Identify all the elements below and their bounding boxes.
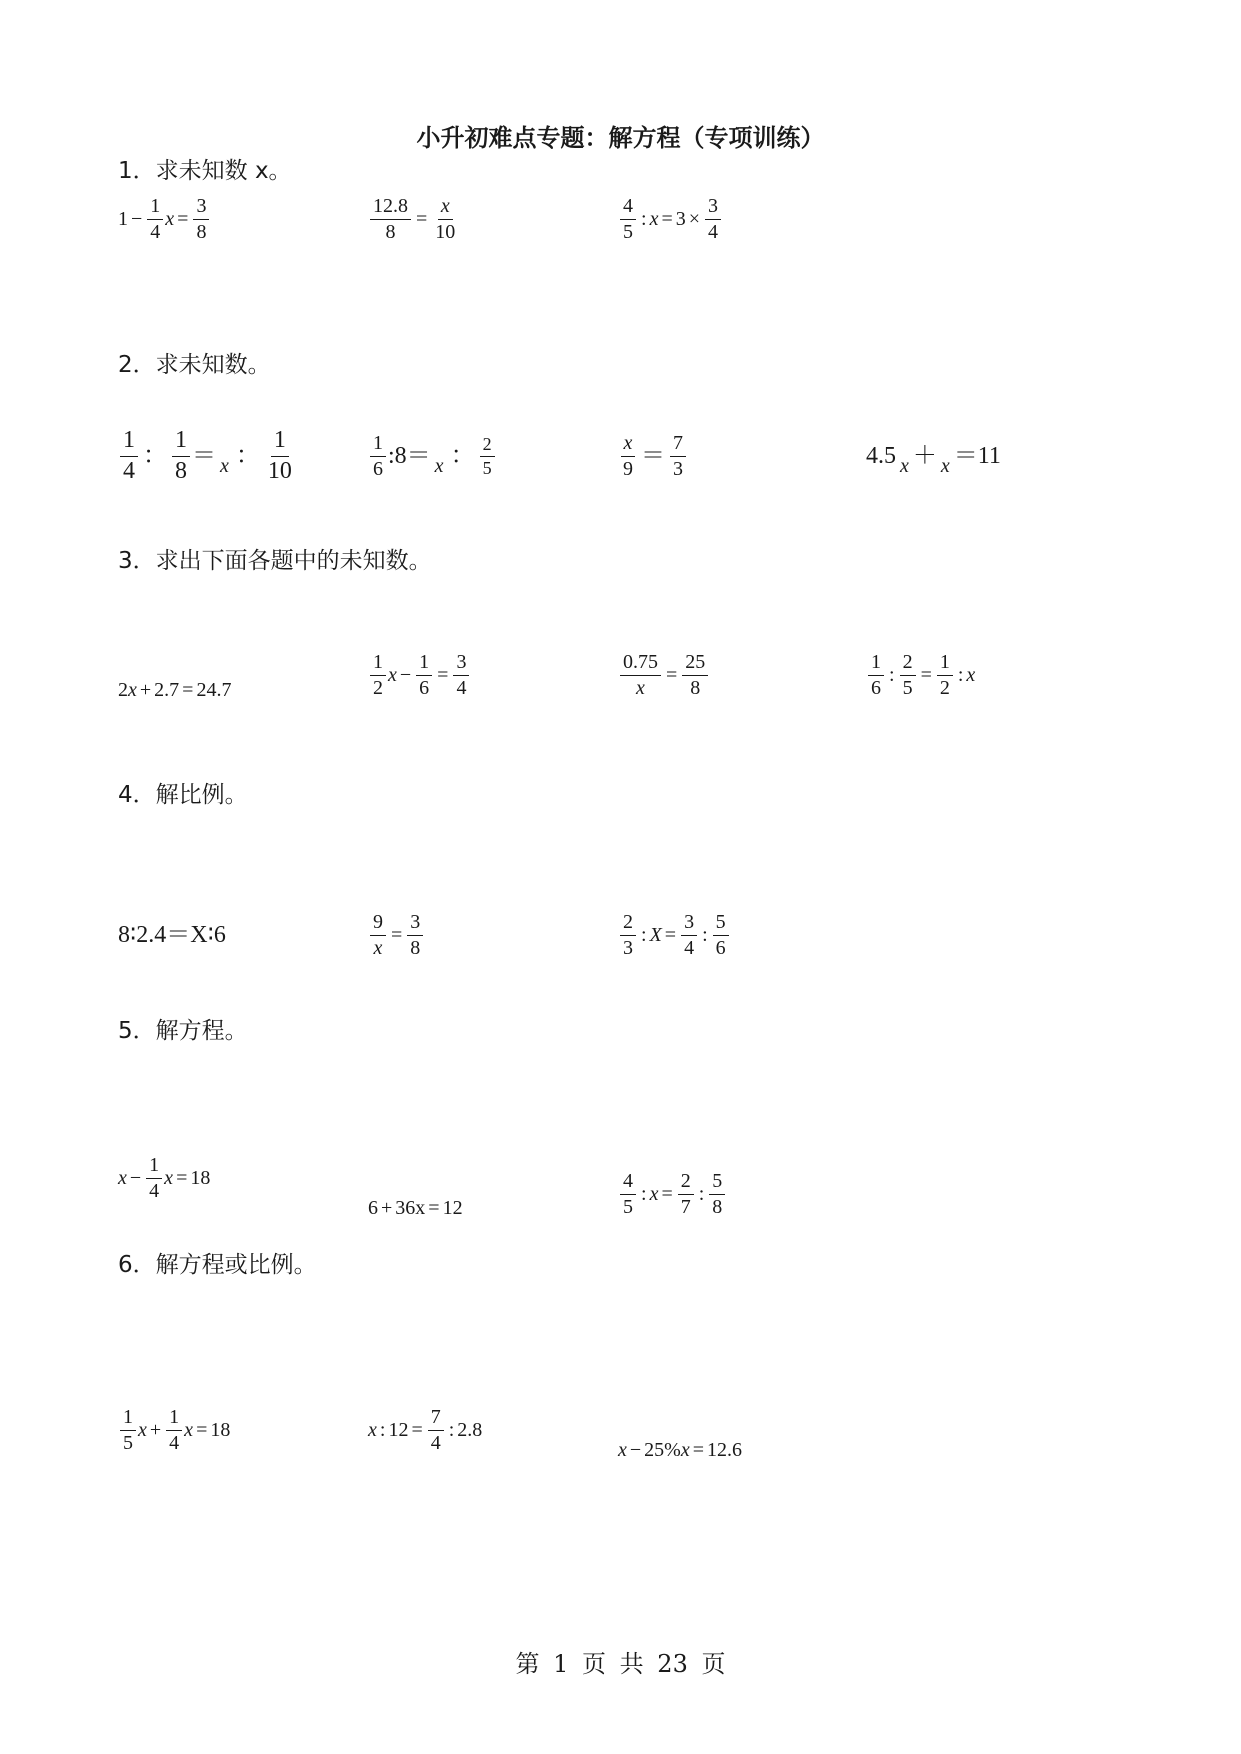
equation-3d: $\frac{1}{6}$ : $\frac{2}{5}$ = $\frac{1}{2}$ : x — [866, 645, 975, 705]
question-3-label: 3．求出下面各题中的未知数。 — [118, 548, 432, 574]
equation-4c: $\frac{2}{3}$ : X = $\frac{3}{4}$ : $\frac{5}{6}$ — [618, 905, 731, 965]
question-6-label: 6．解方程或比例。 — [118, 1252, 317, 1278]
equation-3b: $\frac{1}{2}$ x − $\frac{1}{6}$ = $\frac{3}{4}$ — [368, 645, 471, 705]
question-2-label: 2．求未知数。 — [118, 352, 271, 378]
equation-4b: $\frac{9}{x}$ = $\frac{3}{8}$ — [368, 905, 425, 965]
page-footer: 第 1 页 共 23 页 — [515, 1650, 726, 1678]
equation-4a: 8∶2.4＝X∶6 — [118, 922, 226, 948]
equation-3c: $\frac{0.75}{x}$ = $\frac{25}{8}$ — [618, 645, 710, 705]
equation-6a: $\frac{1}{5}$ x + $\frac{1}{4}$ x = 18 — [118, 1400, 230, 1460]
question-5-label: 5．解方程。 — [118, 1018, 248, 1044]
question-1-label: 1．求未知数 x。 — [118, 158, 292, 184]
equation-1c: $\frac{4}{5}$ : x = 3 × $\frac{3}{4}$ — [618, 189, 723, 249]
equation-5a: x − $\frac{1}{4}$ x = 18 — [118, 1153, 211, 1202]
equation-6b: x : 12 = $\frac{7}{4}$ : 2.8 — [368, 1405, 483, 1454]
equation-5b: 6 + 36x = 12 — [368, 1197, 463, 1219]
question-4-label: 4．解比例。 — [118, 782, 248, 808]
equation-5c: $\frac{4}{5}$ : x = $\frac{2}{7}$ : $\frac{5}{8}$ — [618, 1164, 727, 1224]
equation-6c: x − 25% x = 12.6 — [618, 1439, 743, 1461]
equation-2d: 4.5 x ＋ x ＝ 11 — [866, 443, 1001, 477]
page-title: 小升初难点专题：解方程（专项训练） — [416, 124, 825, 152]
equation-2b: $\frac{1}{6}$ :8 ＝ x ： $\frac{2}{5}$ — [368, 426, 497, 486]
equation-2a: $\frac{1}{4}$ ： $\frac{1}{8}$ ＝ x ： $\frac{1}{10}$ — [118, 426, 297, 486]
equation-2c: $\frac{x}{9}$ ＝ $\frac{7}{3}$ — [618, 426, 688, 486]
equation-3a: 2 x + 2.7 = 24.7 — [118, 679, 232, 701]
equation-1b: $\frac{12.8}{8}$ = $\frac{x}{10}$ — [368, 189, 460, 249]
equation-1a: 1 − $\frac{1}{4}$ x = $\frac{3}{8}$ — [118, 189, 211, 249]
